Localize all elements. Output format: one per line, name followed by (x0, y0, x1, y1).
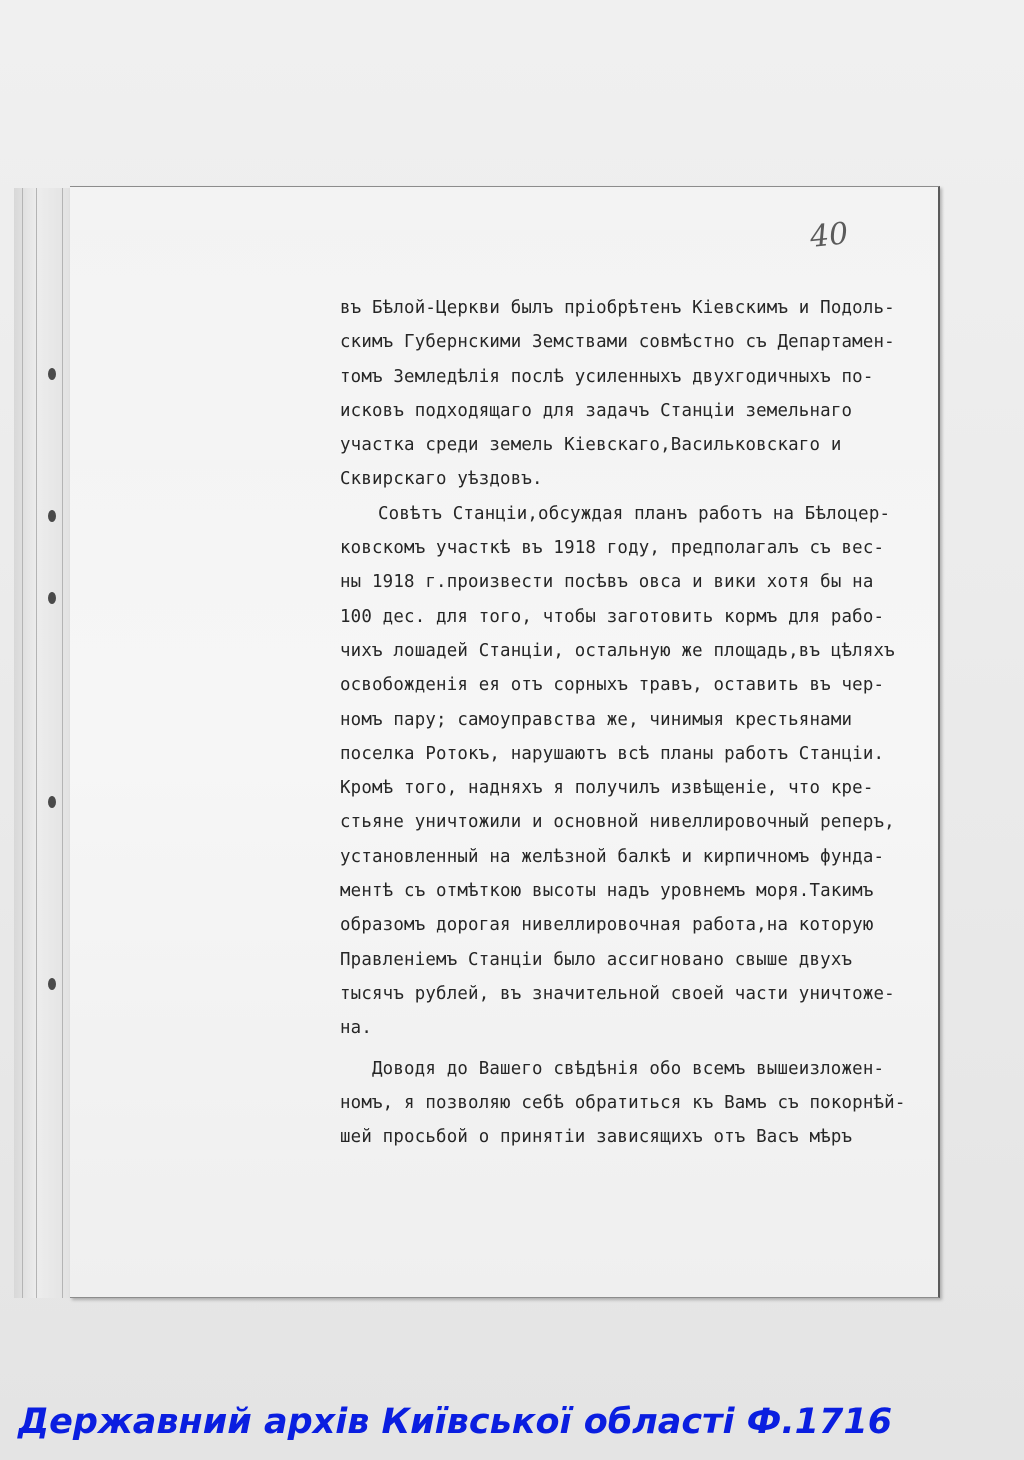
text-line: скимъ Губернскими Земствами совмѣстно съ Департамен- (340, 332, 895, 353)
text-line: Доводя до Вашего свѣдѣнія обо всемъ вышеизложен- (372, 1058, 885, 1079)
text-line: ковскомъ участкѣ въ 1918 году, предполагалъ съ вес- (340, 538, 885, 559)
page-number: 40 (808, 216, 850, 255)
text-line: стьяне уничтожили и основной нивеллировочный реперъ, (340, 812, 895, 833)
text-line: Сквирскаго уѣздовъ. (340, 469, 543, 490)
text-line: на. (340, 1018, 373, 1039)
text-line: освобожденія ея отъ сорныхъ травъ, оставить въ чер- (340, 675, 885, 696)
binding-strip (14, 188, 71, 1298)
text-line: номъ пару; самоуправства же, чинимыя крестьянами (340, 709, 853, 730)
text-line: въ Бѣлой-Церкви былъ пріобрѣтенъ Кіевскимъ и Подоль- (340, 298, 895, 318)
text-line: образомъ дорогая нивеллировочная работа,на которую (340, 915, 874, 936)
punch-hole-icon (48, 978, 56, 990)
text-line: чихъ лошадей Станціи, остальную же площадь,въ цѣляхъ (340, 640, 895, 661)
text-line: тысячъ рублей, въ значительной своей части уничтоже- (340, 983, 895, 1004)
text-line: шей просьбой о принятіи зависящихъ отъ Васъ мѣръ (340, 1127, 853, 1148)
typewritten-body (340, 291, 940, 1154)
punch-hole-icon (48, 510, 56, 522)
text-line: томъ Земледѣлія послѣ усиленныхъ двухгодичныхъ по- (340, 366, 874, 387)
text-line: исковъ подходящаго для задачъ Станціи земельнаго (340, 400, 853, 421)
text-line: Совѣтъ Станціи,обсуждая планъ работъ на Бѣлоцер- (378, 503, 891, 524)
text-line: Правленіемъ Станціи было ассигновано свыше двухъ (340, 949, 853, 970)
punch-hole-icon (48, 592, 56, 604)
text-line: ментѣ съ отмѣткою высоты надъ уровнемъ моря.Такимъ (340, 881, 874, 902)
text-line: установленный на желѣзной балкѣ и кирпичномъ фунда- (340, 846, 885, 867)
archive-caption: Державний архів Київської області Ф.1716 (18, 1402, 893, 1442)
text-line: Кромѣ того, надняхъ я получилъ извѣщеніе, что кре- (340, 778, 874, 799)
text-line: номъ, я позволяю себѣ обратиться къ Вамъ съ покорнѣй- (340, 1092, 906, 1113)
text-line: 100 дес. для того, чтобы заготовить кормъ для рабо- (340, 606, 885, 627)
punch-hole-icon (48, 796, 56, 808)
text-line: поселка Ротокъ, нарушаютъ всѣ планы работъ Станціи. (340, 743, 885, 764)
punch-hole-icon (48, 368, 56, 380)
text-line: ны 1918 г.произвести посѣвъ овса и вики хотя бы на (340, 572, 874, 593)
text-line: участка среди земель Кіевскаго,Васильковскаго и (340, 435, 842, 456)
